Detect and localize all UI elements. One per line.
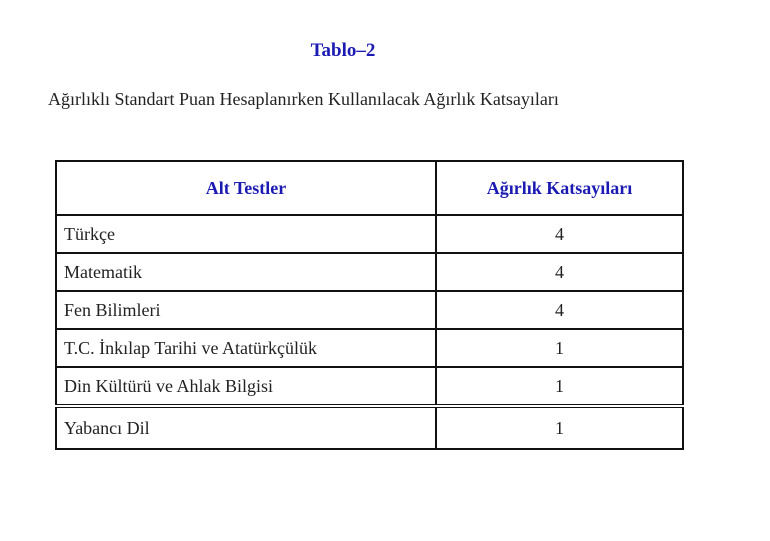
weights-table — [55, 160, 684, 450]
table-row — [56, 367, 683, 406]
subtest-name: T.C. İnkılap Tarihi ve Atatürkçülük — [56, 329, 436, 367]
weight-value: 4 — [436, 253, 683, 291]
subtest-name: Yabancı Dil — [56, 406, 436, 449]
table-title: Tablo–2 — [310, 40, 376, 61]
column-header-weights: Ağırlık Katsayıları — [436, 161, 683, 215]
subtest-name: Fen Bilimleri — [56, 291, 436, 329]
table-caption: Ağırlıklı Standart Puan Hesaplanırken Kullanılacak Ağırlık Katsayıları — [48, 89, 559, 109]
weight-value: 1 — [436, 406, 683, 449]
weight-value: 4 — [436, 291, 683, 329]
weight-value: 1 — [436, 367, 683, 406]
table-row — [56, 253, 683, 291]
subtest-name: Türkçe — [56, 215, 436, 253]
table-header-row — [56, 161, 683, 215]
subtest-name: Din Kültürü ve Ahlak Bilgisi — [56, 367, 436, 406]
column-header-subtests: Alt Testler — [56, 161, 436, 215]
weight-value: 4 — [436, 215, 683, 253]
weight-value: 1 — [436, 329, 683, 367]
table-row — [56, 406, 683, 449]
table-row — [56, 215, 683, 253]
table-row — [56, 329, 683, 367]
subtest-name: Matematik — [56, 253, 436, 291]
table-row — [56, 291, 683, 329]
